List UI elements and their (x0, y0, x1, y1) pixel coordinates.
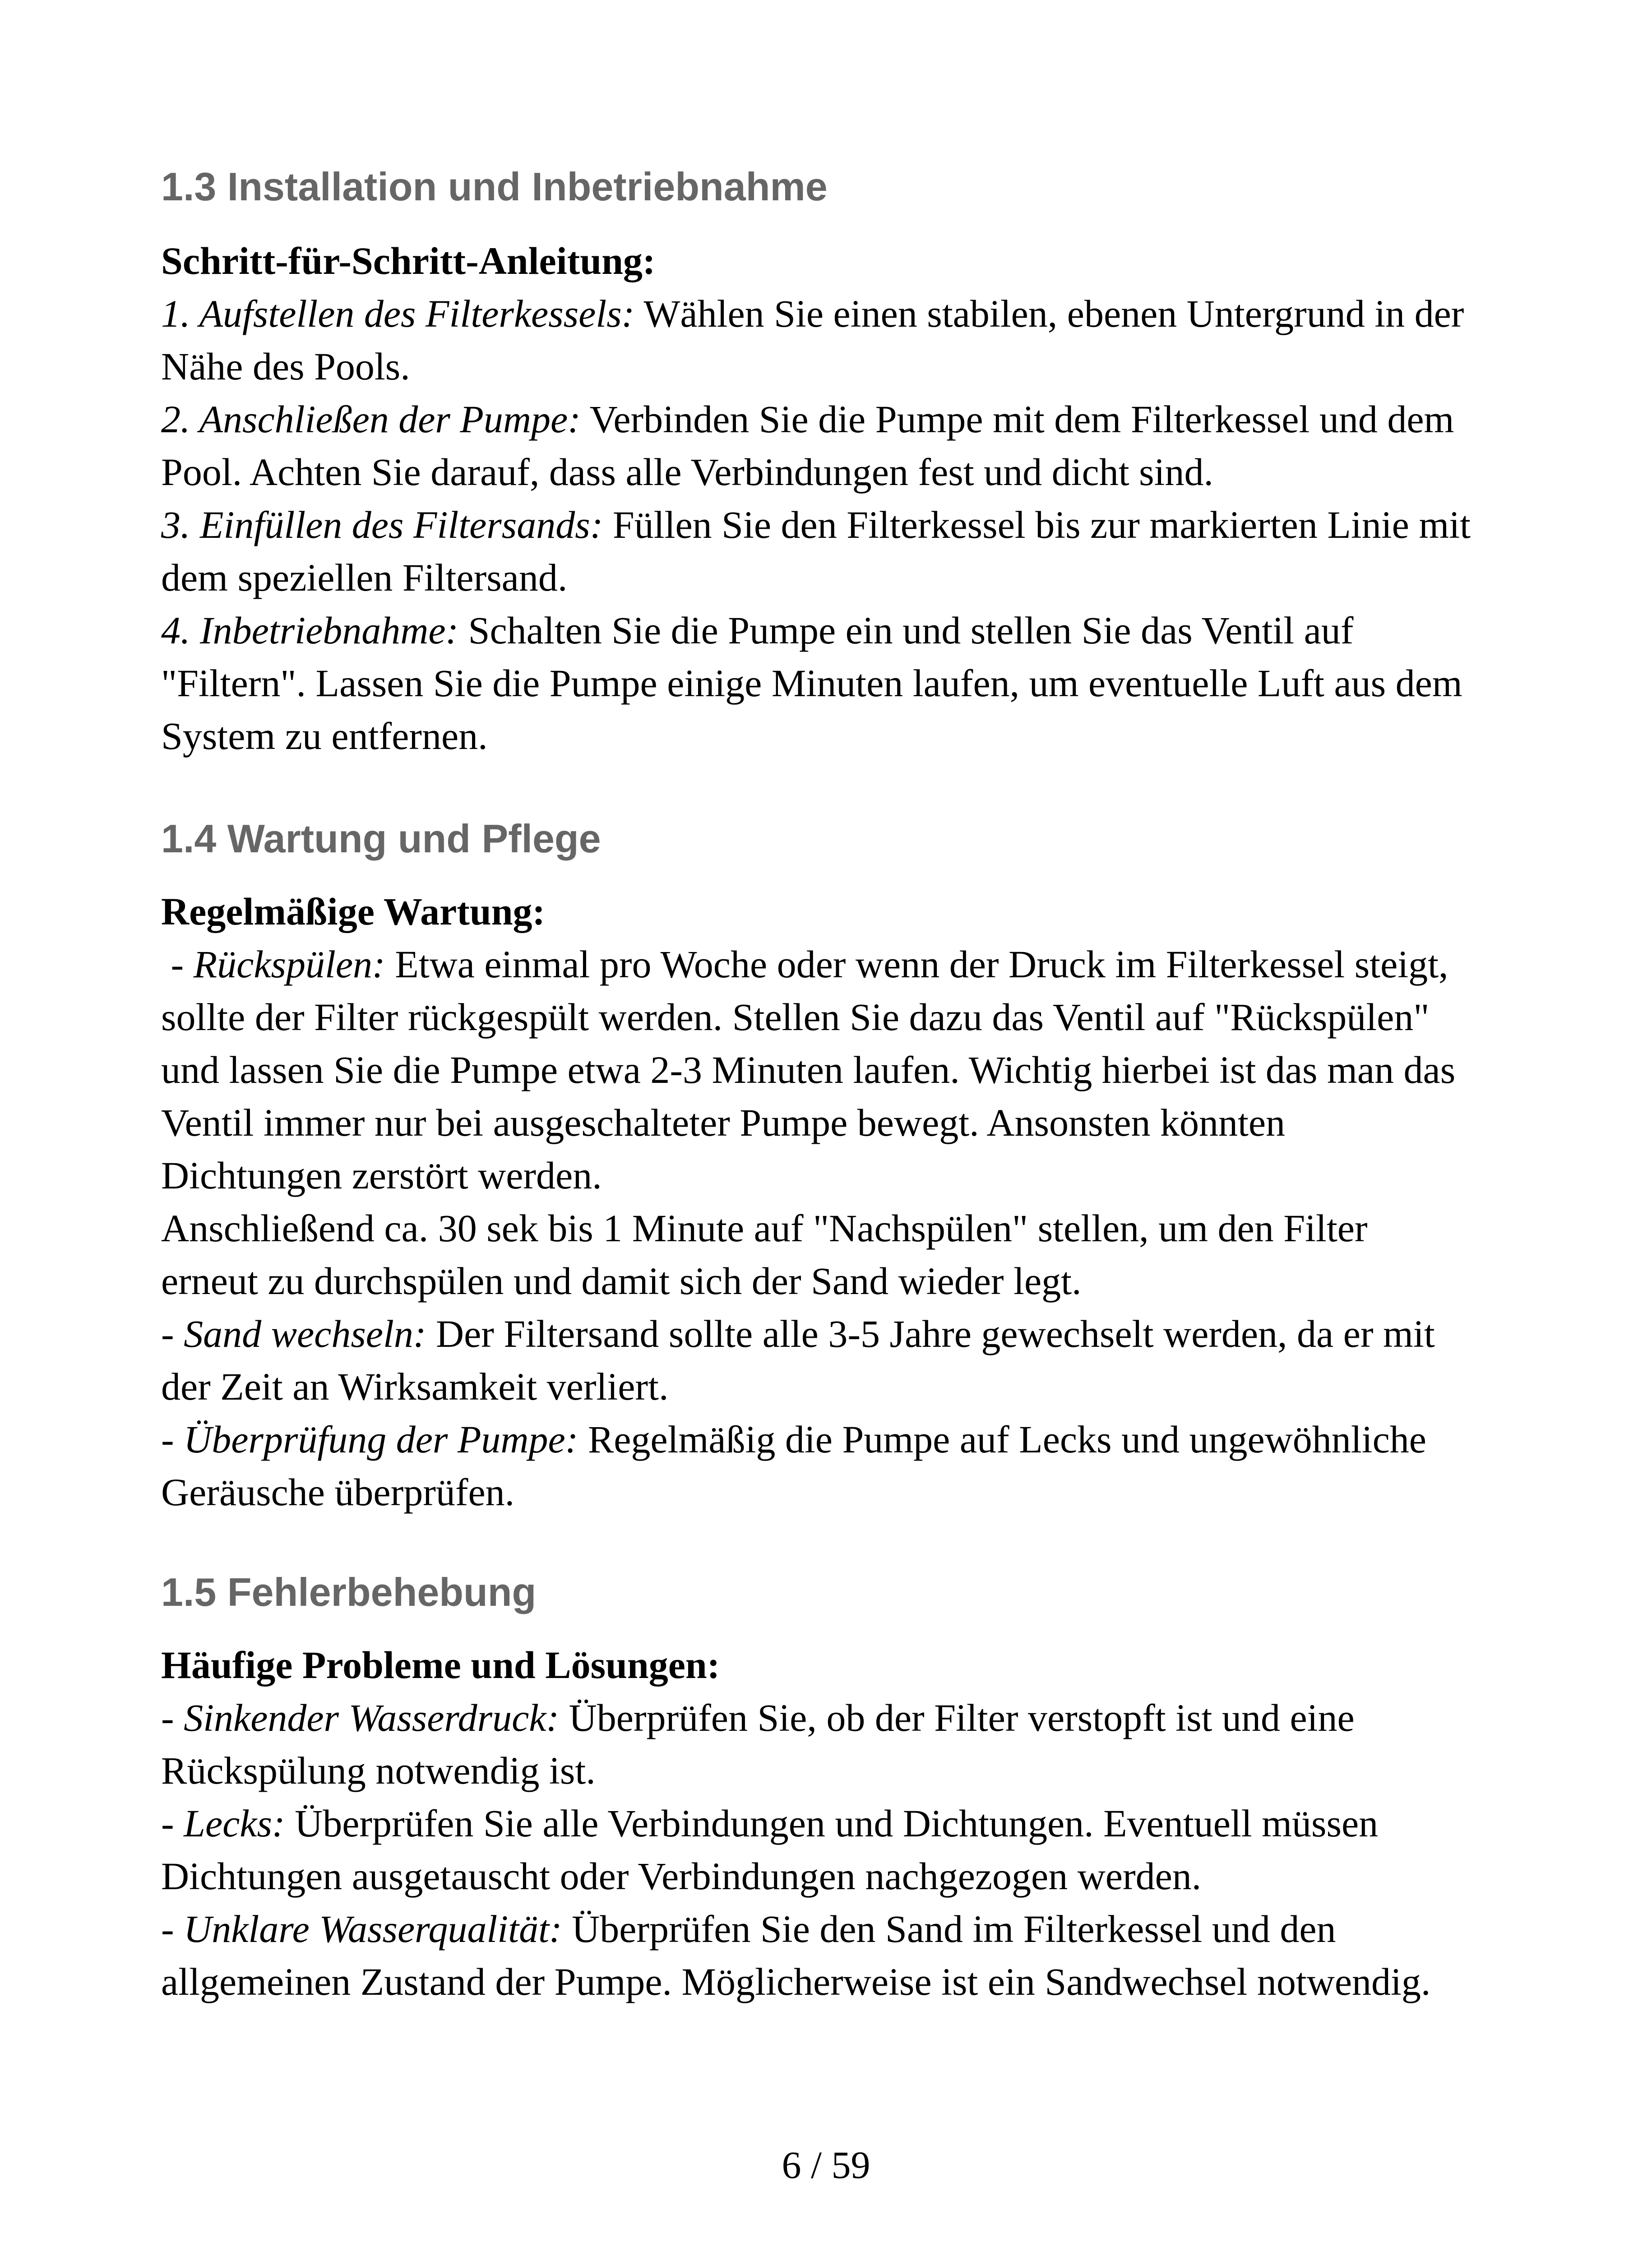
list-dash: - (161, 1696, 184, 1739)
problem-item-3-line-1 (161, 1903, 1430, 1956)
problem-item-1-text: Überprüfen Sie, ob der Filter verstopft ist und eine (559, 1696, 1355, 1739)
problem-item-2-line-2: Dichtungen ausgetauscht oder Verbindungen nachgezogen werden. (161, 1854, 1202, 1898)
step-3-line-2: dem speziellen Filtersand. (161, 556, 568, 599)
step-2-text: Verbinden Sie die Pumpe mit dem Filterkessel und dem (580, 398, 1454, 441)
maintenance-item-3-term: Überprüfung der Pumpe: (184, 1418, 578, 1461)
step-2-line-1 (161, 393, 1471, 446)
step-4-line-2: "Filtern". Lassen Sie die Pumpe einige Minuten laufen, um eventuelle Luft aus dem (161, 661, 1462, 705)
section-body-1-4 (161, 885, 1455, 1519)
maintenance-item-1-line-5: Dichtungen zerstört werden. (161, 1154, 602, 1197)
maintenance-item-3-line-1 (161, 1413, 1455, 1466)
problem-item-1-line-2: Rückspülung notwendig ist. (161, 1749, 596, 1792)
problem-item-3-line-2: allgemeinen Zustand der Pumpe. Möglicherweise ist ein Sandwechsel notwendig. (161, 1960, 1431, 2003)
problem-item-1-line-1 (161, 1692, 1430, 1744)
step-3-line-1 (161, 499, 1471, 551)
maintenance-item-1-line-4: Ventil immer nur bei ausgeschalteter Pumpe bewegt. Ansonsten könnten (161, 1101, 1286, 1144)
maintenance-item-1-line-3: und lassen Sie die Pumpe etwa 2-3 Minuten laufen. Wichtig hierbei ist das man das (161, 1048, 1456, 1091)
problem-item-2-line-1 (161, 1797, 1430, 1850)
section-heading-1-4: 1.4 Wartung und Pflege (161, 816, 601, 861)
list-dash: - (161, 1907, 184, 1951)
list-dash: - (161, 1312, 184, 1355)
section-body-1-3 (161, 235, 1471, 763)
section-heading-1-5: 1.5 Fehlerbehebung (161, 1570, 537, 1614)
problem-item-3-text: Überprüfen Sie den Sand im Filterkessel und den (562, 1907, 1336, 1951)
step-1-text: Wählen Sie einen stabilen, ebenen Untergrund in der (634, 292, 1464, 335)
maintenance-item-1-line-7: erneut zu durchspülen und damit sich der Sand wieder legt. (161, 1259, 1082, 1303)
step-1-term: 1. Aufstellen des Filterkessels: (161, 292, 635, 335)
section-body-1-5 (161, 1639, 1430, 2008)
list-dash: - (161, 1802, 184, 1845)
step-4-line-3: System zu entfernen. (161, 714, 488, 758)
step-2-line-2: Pool. Achten Sie darauf, dass alle Verbindungen fest und dicht sind. (161, 450, 1213, 494)
maintenance-item-2-line-2: der Zeit an Wirksamkeit verliert. (161, 1365, 669, 1408)
problem-item-2-term: Lecks: (184, 1802, 285, 1845)
maintenance-item-1-text: Etwa einmal pro Woche oder wenn der Druck im Filterkessel steigt, (385, 943, 1448, 986)
step-3-term: 3. Einfüllen des Filtersands: (161, 503, 603, 546)
subheading-common-problems: Häufige Probleme und Lösungen: (161, 1643, 720, 1687)
maintenance-item-1-line-1 (161, 938, 1455, 991)
step-1-line-2: Nähe des Pools. (161, 345, 410, 388)
maintenance-item-3-text: Regelmäßig die Pumpe auf Lecks und ungewöhnliche (578, 1418, 1426, 1461)
maintenance-item-2-text: Der Filtersand sollte alle 3-5 Jahre gewechselt werden, da er mit (426, 1312, 1435, 1355)
step-4-line-1 (161, 604, 1471, 657)
maintenance-item-1-line-2: sollte der Filter rückgespült werden. Stellen Sie dazu das Ventil auf "Rückspülen" (161, 995, 1430, 1039)
maintenance-item-1-term: Rückspülen: (193, 943, 385, 986)
problem-item-1-term: Sinkender Wasserdruck: (184, 1696, 560, 1739)
subheading-step-by-step: Schritt-für-Schritt-Anleitung: (161, 239, 656, 282)
problem-item-3-term: Unklare Wasserqualität: (184, 1907, 562, 1951)
step-2-term: 2. Anschließen der Pumpe: (161, 398, 581, 441)
page-number: 6 / 59 (782, 2143, 870, 2187)
step-4-term: 4. Inbetriebnahme: (161, 609, 459, 652)
maintenance-item-3-line-2: Geräusche überprüfen. (161, 1470, 515, 1514)
step-3-text: Füllen Sie den Filterkessel bis zur markierten Linie mit (603, 503, 1471, 546)
section-heading-1-3: 1.3 Installation und Inbetriebnahme (161, 164, 828, 209)
maintenance-item-1-line-6: Anschließend ca. 30 sek bis 1 Minute auf "Nachspülen" stellen, um den Filter (161, 1207, 1368, 1250)
maintenance-item-2-term: Sand wechseln: (184, 1312, 426, 1355)
problem-item-2-text: Überprüfen Sie alle Verbindungen und Dichtungen. Eventuell müssen (285, 1802, 1379, 1845)
subheading-regular-maintenance: Regelmäßige Wartung: (161, 890, 546, 933)
maintenance-item-2-line-1 (161, 1308, 1455, 1360)
step-1-line-1 (161, 287, 1471, 340)
list-dash: - (161, 1418, 184, 1461)
list-dash: - (161, 943, 194, 986)
step-4-text: Schalten Sie die Pumpe ein und stellen Sie das Ventil auf (458, 609, 1354, 652)
